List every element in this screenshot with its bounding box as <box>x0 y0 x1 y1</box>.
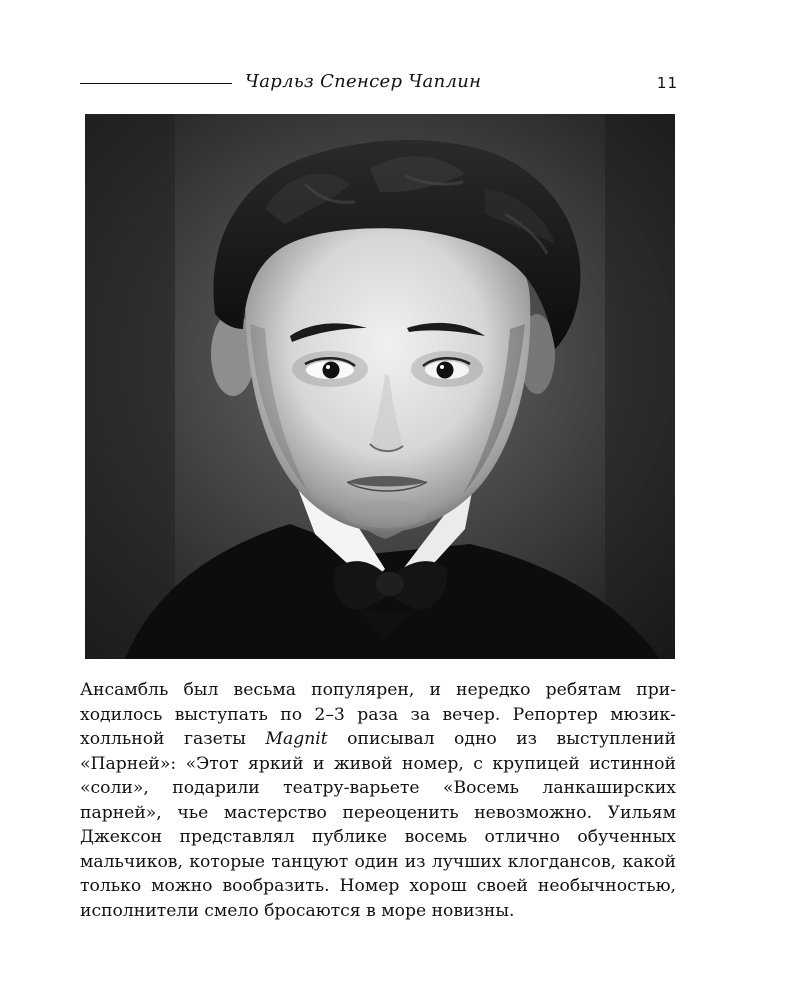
newspaper-name: Magnit <box>265 729 328 749</box>
body-paragraph <box>80 678 676 923</box>
header-rule <box>80 83 232 84</box>
portrait-illustration <box>85 114 675 659</box>
running-head-title: Чарльз Спенсер Чаплин <box>245 71 482 92</box>
paragraph-text-part2: описывал одно из выступлений «Парней»: «Этот яркий и живой номер, с крупицей истинной «соли», подарили театру-варьете «Восемь ланкаширских парней», чье мастерство переоценить невозможно. Уильям Джексон представлял публике восемь отлично обученных мальчиков, которые танцуют один из лучших клогдансов, какой только можно вообразить. Номер хорош своей необычностью, исполнители смело бросаются в море новизны. <box>80 729 676 921</box>
page-number: 11 <box>656 74 678 92</box>
paragraph-text-part1: Ансамбль был весьма популярен, и нередко ребятам приходилось выступать по 2–3 раза за вечер. Репортер мюзик-холльной газеты <box>80 680 676 749</box>
portrait-photo <box>85 114 675 659</box>
